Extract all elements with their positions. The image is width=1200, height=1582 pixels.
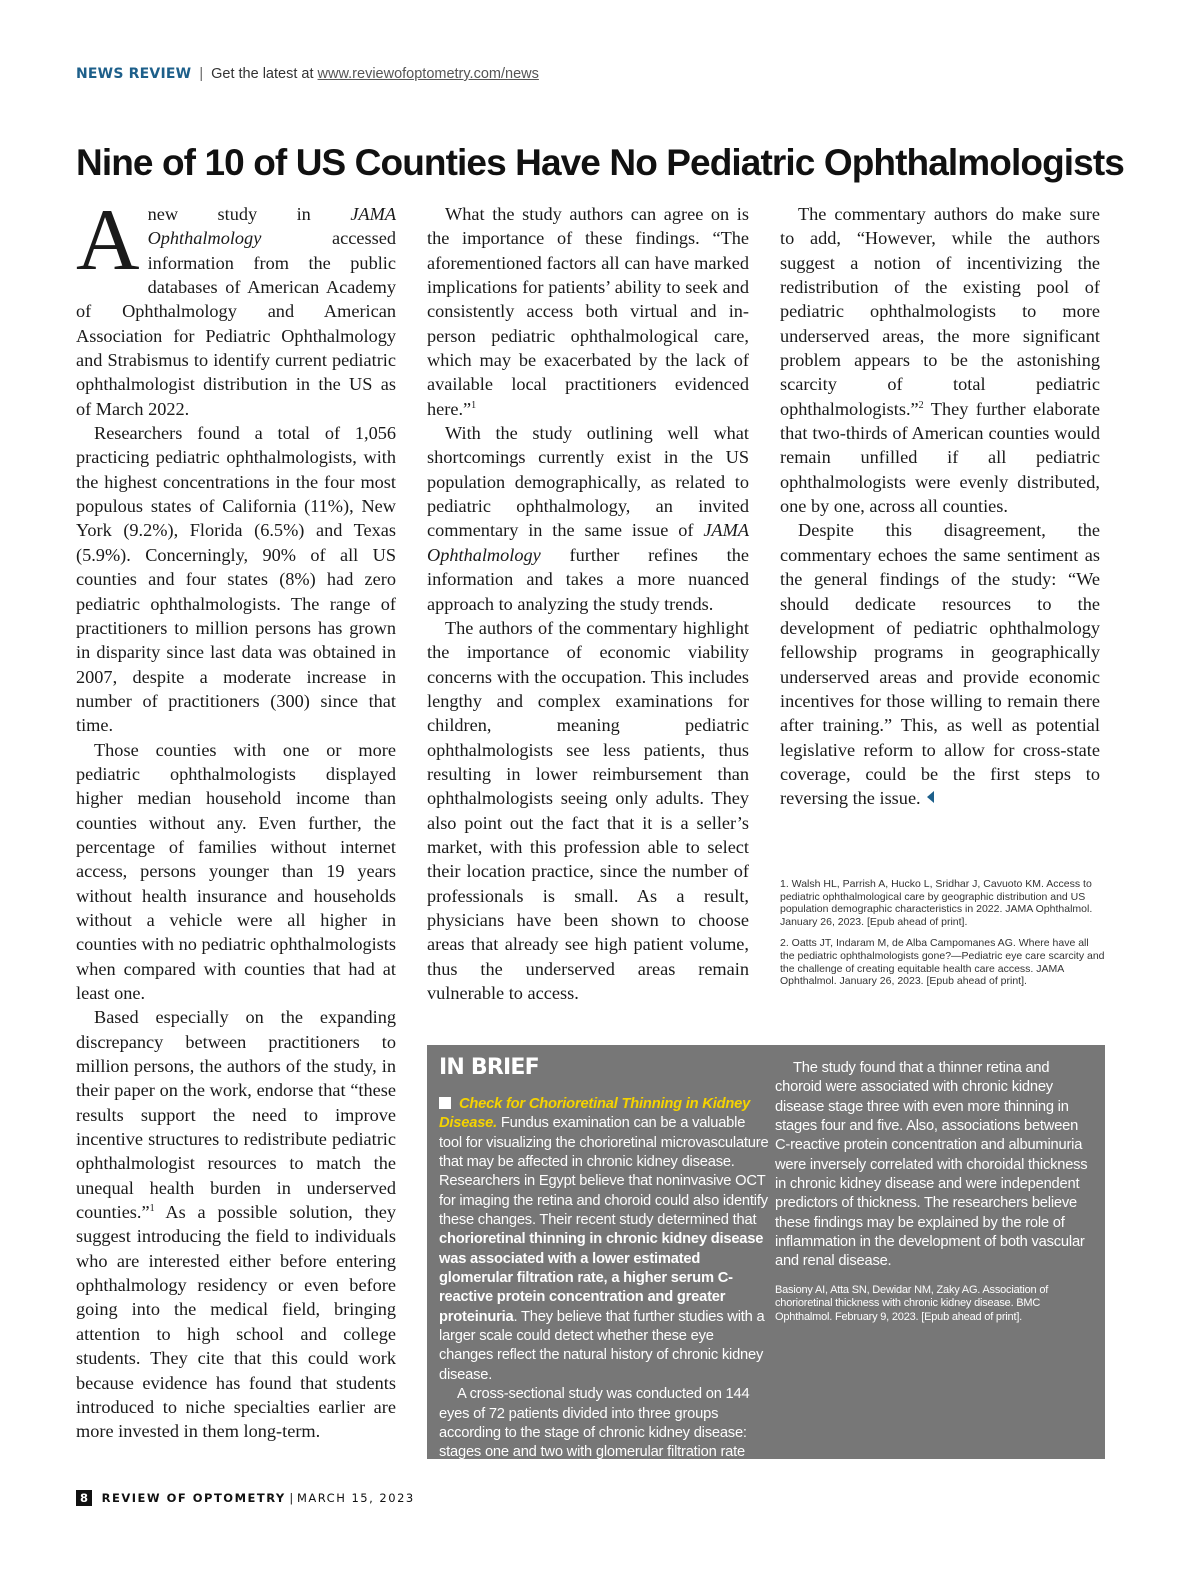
article-paragraph: With the study outlining well what shortcomings currently exist in the US population demographically, as related to pediatric ophthalmology, an invited commentary in the same issue of JAMA Ophthalmology further refines the information and takes a more nuanced approach to analyzing the study trends. [427,423,749,614]
article-column-2 [427,202,749,1005]
references [780,878,1105,997]
section-label: NEWS REVIEW [76,66,192,82]
article-paragraph: The commentary authors do make sure to add, “However, while the authors suggest a notion of incentivizing the redistribution of the existing pool of pediatric ophthalmologists to more underserved areas, the more significant problem appears to be the astonishing scarcity of total pediatric ophthalmologists.”$^2$ They further elaborate that two-thirds of American counties would remain unfilled if all pediatric ophthalmologists were evenly distributed, one by one, across all counties. [780,204,1100,517]
publication-name: REVIEW OF OPTOMETRY [101,1491,286,1505]
news-link[interactable]: www.reviewofoptometry.com/news [317,66,539,82]
journal-name: JAMA Ophthalmology [147,204,396,249]
article-paragraph: The authors of the commentary highlight the importance of economic viability concerns with the occupation. This includes lengthy and complex examinations for children, meaning pediatric ophthalmologists see less patients, thus resulting in lower reimbursement than ophthalmologists seeing only adults. They also point out the fact that it is a seller’s market, with this profession able to select their location practice, since the number of professionals is small. As a result, physicians have been shown to choose areas that already see high patient volume, thus the underserved areas remain vulnerable to access. [427,617,749,1003]
reference-item: 1. Walsh HL, Parrish A, Hucko L, Sridhar J, Cavuoto KM. Access to pediatric ophthalmological care by geographic distribution and US population demographic characteristics in 2022. JAMA Ophthalmol. January 26, 2023. [Epub ahead of print]. [780,878,1093,928]
page-header [76,66,539,82]
article-paragraph: Anew study in JAMA Ophthalmology accessed information from the public databases of American Academy of Ophthalmology and American Association for Pediatric Ophthalmology and Strabismus to identify current pediatric ophthalmologist distribution in the US as of March 2022. [76,192,396,419]
footer-separator: | [289,1491,294,1505]
citation-marker: 1 [149,1203,155,1214]
article-headline: Nine of 10 of US Counties Have No Pediatric Ophthalmologists [76,142,1124,183]
article-column-1 [76,192,396,1444]
citation-marker: 1 [471,399,477,411]
in-brief-paragraph: A cross-sectional study was conducted on 144 eyes of 72 patients divided into three groups according to the stage of chronic kidney disease: stages one and two with glomerular filtration rate >60, stage three with filtration rates 30 to 59 and stages four and five with estimated rates <29. [439,1386,750,1499]
article-column-3 [780,202,1100,811]
article-paragraph: Researchers found a total of 1,056 practicing pediatric ophthalmologists, with the highest concentrations in the four most populous states of California (11%), New York (9.2%), Florida (6.5%) and Texas (5.9%). Concerningly, 90% of all US counties and four states (8%) had zero pediatric ophthalmologists. The range of practitioners to million persons has grown in disparity since last data was obtained in 2007, despite a moderate increase in number of practitioners (300) since that time. [76,423,396,736]
in-brief-column-2 [775,1059,1097,1324]
drop-cap: A [76,192,140,289]
citation-marker: 2 [918,399,924,411]
article-paragraph: Despite this disagreement, the commentary echoes the same sentiment as the general findings of the study: “We should dedicate resources to the development of pediatric ophthalmology fellowship programs in geographically underserved areas and provide economic incentives for those willing to remain there after training.” This, as well as potential legislative reform to allow for cross-state coverage, could be the first steps to reversing the issue. [780,520,1100,809]
issue-date: MARCH 15, 2023 [296,1491,415,1505]
in-brief-reference: Basiony AI, Atta SN, Dewidar NM, Zaky AG. Association of chorioretinal thickness with chronic kidney disease. BMC Ophthalmol. February 9, 2023. [Epub ahead of print]. [775,1283,1049,1323]
in-brief-paragraph: Check for Chorioretinal Thinning in Kidney Disease. Fundus examination can be a valuable tool for visualizing the chorioretinal microvasculature that may be affected in chronic kidney disease. Researchers in Egypt believe that noninvasive OCT for imaging the retina and choroid could also identify these changes. Their recent study determined that chorioretinal thinning in chronic kidney disease was associated with a lower estimated glomerular filtration rate, a higher serum C-reactive protein concentration and greater proteinuria. They believe that further studies with a larger scale could detect whether these eye changes reflect the natural history of chronic kidney disease. [439,1096,769,1383]
article-paragraph: Those counties with one or more pediatric ophthalmologists displayed higher median household income than counties without any. Even further, the percentage of families without internet access, persons younger than 19 years without health insurance and households without a vehicle were all higher in counties with no pediatric ophthalmologists when compared with counties that had at least one. [76,739,396,1003]
header-lead-text: Get the latest at [211,66,314,82]
page-footer [76,1490,415,1506]
bullet-square-icon [439,1097,451,1109]
in-brief-box [427,1045,1105,1499]
page-number: 8 [76,1490,92,1506]
in-brief-title: IN BRIEF [439,1055,539,1080]
article-paragraph: Based especially on the expanding discrepancy between practitioners to million persons, the authors of the study, in their paper on the work, endorse that “these results support the need to improve incentive structures to redistribute pediatric ophthalmologist resources to match the unequal health burden in underserved counties.”$^1$ As a possible solution, they suggest introducing the field to individuals who are interested either before entering ophthalmology residency or even before going into the medical field, bringing attention to high school and college students. They cite that this could work because evidence has found that students introduced to niche specialties earlier are more invested in them long-term. [76,1007,396,1442]
article-paragraph: What the study authors can agree on is the importance of these findings. “The aforementioned factors all can have marked implications for patients’ ability to seek and consistently access both virtual and in-person pediatric ophthalmological care, which may be exacerbated by the lack of available local practitioners evidenced here.”$^1$ [427,204,749,419]
reference-item: 2. Oatts JT, Indaram M, de Alba Campomanes AG. Where have all the pediatric ophthalmologists gone?—Pediatric eye care scarcity and the challenge of creating equitable health care access. JAMA Ophthalmol. January 26, 2023. [Epub ahead of print]. [780,937,1105,988]
journal-name: JAMA Ophthalmology [427,520,749,565]
in-brief-lead-title: Check for Chorioretinal Thinning in Kidney Disease. [439,1096,751,1132]
in-brief-paragraph: The study found that a thinner retina and choroid were associated with chronic kidney disease stage three with even more thinning in stages four and five. Also, associations between C-reactive protein concentration and albuminuria were inversely correlated with choroidal thickness in chronic kidney disease and were independent predictors of thickness. The researchers believe these findings may be explained by the role of inflammation in the development of both vascular and renal disease. [775,1060,1088,1270]
in-brief-column-1 [439,1055,769,1501]
end-mark-icon [927,791,934,803]
header-separator: | [199,66,204,82]
